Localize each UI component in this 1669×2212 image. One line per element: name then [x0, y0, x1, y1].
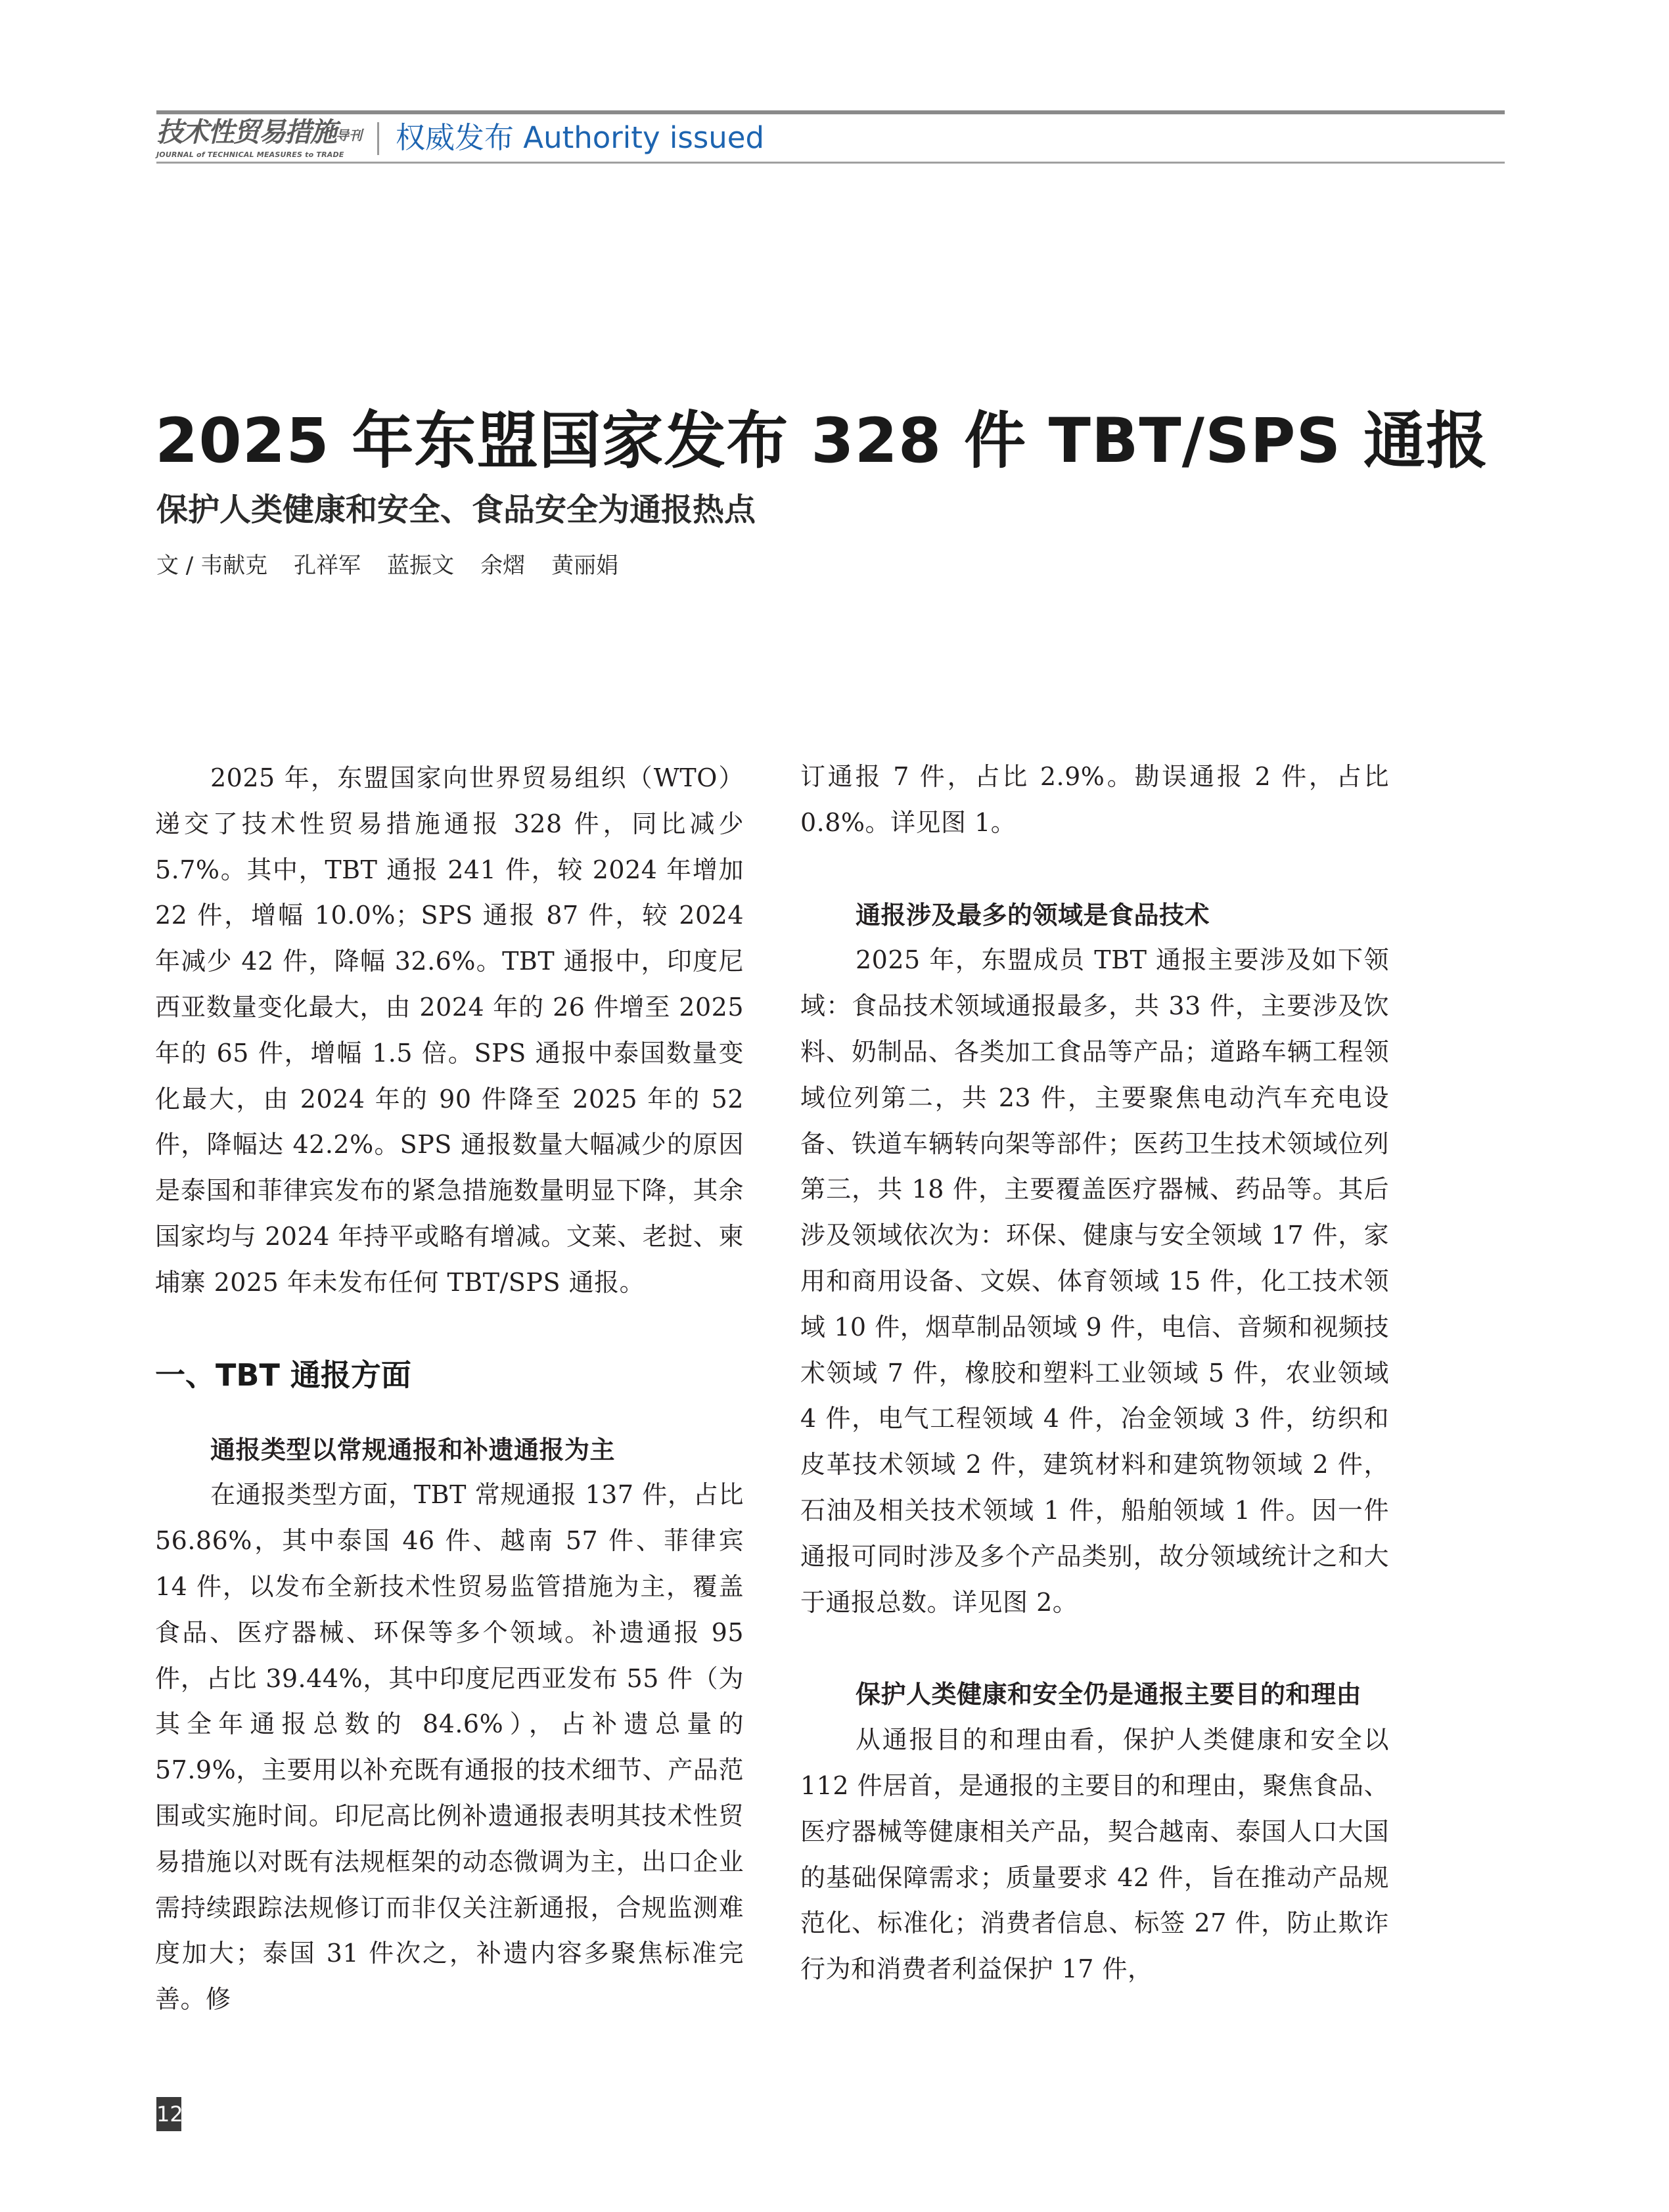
- body-paragraph: 2025 年，东盟国家向世界贸易组织（WTO）递交了技术性贸易措施通报 328 件，同比减少 5.7%。其中，TBT 通报 241 件，较 2024 年增加 22 件，增幅 10.0%；SPS 通报 87 件，较 2024 年减少 42 件，降幅 32.6%。TBT 通报中，印度尼西亚数量变化最大，由 2024 年的 26 件增至 2025 年的 65 件，增幅 1.5 倍。SPS 通报中泰国数量变化最大，由 2024 年的 90 件降至 2025 年的 52 件，降幅达 42.2%。SPS 通报数量大幅减少的原因是泰国和菲律宾发布的紧急措施数量明显下降，其余国家均与 2024 年持平或略有增减。文莱、老挝、柬埔寨 2025 年未发布任何 TBT/SPS 通报。: [155, 763, 744, 1297]
- section-label: 权威发布 Authority issued: [396, 120, 765, 155]
- body-paragraph: 从通报目的和理由看，保护人类健康和安全以 112 件居首，是通报的主要目的和理由，聚焦食品、医疗器械等健康相关产品，契合越南、泰国人口大国的基础保障需求；质量要求 42 件，旨在推动产品规范化、标准化；消费者信息、标签 27 件，防止欺诈行为和消费者利益保护 17 件，: [800, 1725, 1389, 1984]
- journal-logo-en: JOURNAL of TECHNICAL MEASURES to TRADE: [156, 150, 344, 159]
- right-column: [800, 754, 1389, 1993]
- subheading: 通报涉及最多的领域是食品技术: [856, 899, 1210, 930]
- body-paragraph: 在通报类型方面，TBT 常规通报 137 件，占比 56.86%，其中泰国 46 件、越南 57 件、菲律宾 14 件，以发布全新技术性贸易监管措施为主，覆盖食品、医疗器械、环保等多个领域。补遗通报 95 件，占比 39.44%，其中印度尼西亚发布 55 件（为其全年通报总数的 84.6%），占补遗总量的 57.9%，主要用以补充既有通报的技术细节、产品范围或实施时间。印尼高比例补遗通报表明其技术性贸易措施以对既有法规框架的动态微调为主，出口企业需持续跟踪法规修订而非仅关注新通报，合规监测难度加大；泰国 31 件次之，补遗内容多聚焦标准完善。修: [155, 1480, 744, 2014]
- body-paragraph: 2025 年，东盟成员 TBT 通报主要涉及如下领域：食品技术领域通报最多，共 33 件，主要涉及饮料、奶制品、各类加工食品等产品；道路车辆工程领域位列第二，共 23 件，主要聚焦电动汽车充电设备、铁道车辆转向架等部件；医药卫生技术领域位列第三，共 18 件，主要覆盖医疗器械、药品等。其后涉及领域依次为：环保、健康与安全领域 17 件，家用和商用设备、文娱、体育领域 15 件，化工技术领域 10 件，烟草制品领域 9 件，电信、音频和视频技术领域 7 件，橡胶和塑料工业领域 5 件，农业领域 4 件，电气工程领域 4 件，冶金领域 3 件，纺织和皮革技术领域 2 件，建筑材料和建筑物领域 2 件，石油及相关技术领域 1 件，船舶领域 1 件。因一件通报可同时涉及多个产品类别，故分领域统计之和大于通报总数。详见图 2。: [800, 945, 1389, 1617]
- author-name: 余熠: [480, 553, 526, 579]
- journal-logo-cn: 技术性贸易措施导刊: [156, 116, 362, 148]
- author-name: 黄丽娟: [551, 553, 619, 579]
- header-separator: [377, 122, 379, 155]
- author-prefix: 文 / 韦献克: [156, 553, 268, 579]
- subheading: 通报类型以常规通报和补遗通报为主: [210, 1434, 616, 1464]
- author-name: 蓝振文: [387, 553, 455, 579]
- section-heading: 一、TBT 通报方面: [155, 1357, 411, 1393]
- article-authors: [156, 549, 645, 582]
- left-column: [155, 756, 744, 2023]
- subheading: 保护人类健康和安全仍是通报主要目的和理由: [856, 1679, 1362, 1709]
- header-bottom-rule: [156, 162, 1505, 164]
- article-subtitle: 保护人类健康和安全、食品安全为通报热点: [156, 491, 756, 528]
- body-paragraph: 订通报 7 件，占比 2.9%。勘误通报 2 件，占比 0.8%。详见图 1。: [800, 762, 1389, 837]
- page-number: 12: [156, 2097, 181, 2131]
- journal-logo: [156, 117, 370, 160]
- header-top-rule: [156, 110, 1505, 114]
- author-name: 孔祥军: [294, 553, 361, 579]
- article-title: 2025 年东盟国家发布 328 件 TBT/SPS 通报: [155, 405, 1488, 477]
- journal-logo-tag: 导刊: [336, 127, 362, 143]
